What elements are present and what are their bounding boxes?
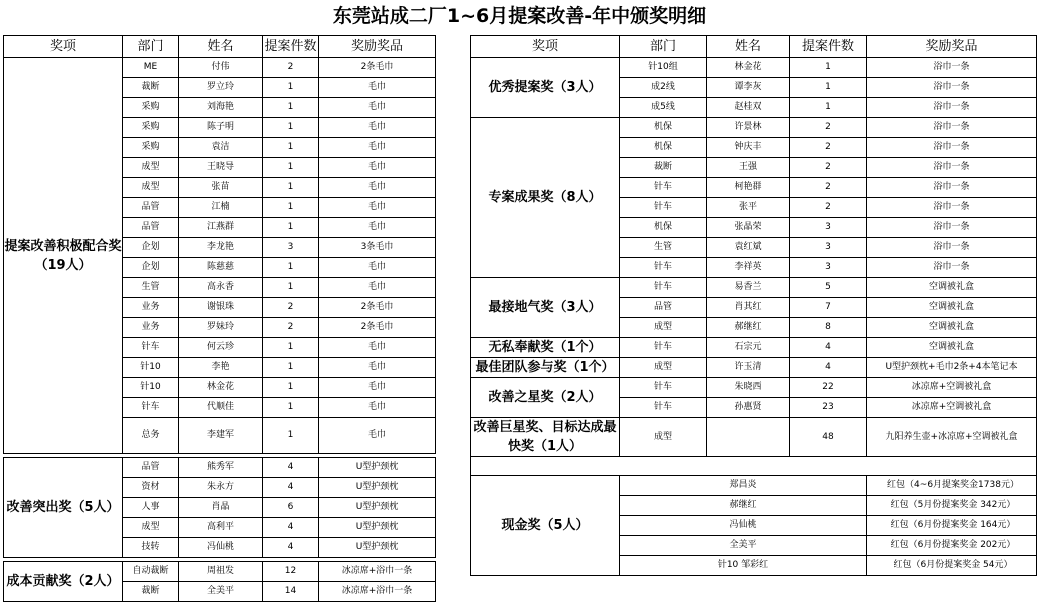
header-prize: 奖励奖品 (319, 36, 436, 58)
cell-count: 2 (790, 158, 867, 178)
cell-dept: 成2线 (620, 78, 707, 98)
cell-dept: 针车 (620, 338, 707, 358)
cell-count: 4 (790, 358, 867, 378)
cell-prize: 冰凉席+空调被礼盒 (867, 398, 1037, 418)
cell-name: 全美平 (179, 582, 263, 602)
award-label: 最佳团队参与奖（1个） (471, 358, 620, 378)
table-header-row (4, 36, 436, 58)
cell-count: 23 (790, 398, 867, 418)
cell-dept: 针车 (620, 178, 707, 198)
cell-prize: 浴巾一条 (867, 238, 1037, 258)
cell-prize: 红包（6月份提案奖金 54元） (867, 556, 1037, 576)
cell-name: 王晓导 (179, 158, 263, 178)
award-label: 优秀提案奖（3人） (471, 58, 620, 118)
cell-count: 1 (263, 158, 319, 178)
cell-dept: 机保 (620, 218, 707, 238)
cell-dept: 针车 (620, 258, 707, 278)
cell-count: 8 (790, 318, 867, 338)
cell-name: 石宗元 (707, 338, 790, 358)
cell-dept: 品管 (620, 298, 707, 318)
header-dept: 部门 (123, 36, 179, 58)
cell-prize: 浴巾一条 (867, 158, 1037, 178)
cell-prize: 浴巾一条 (867, 118, 1037, 138)
cell-prize: 空调被礼盒 (867, 318, 1037, 338)
cell-dept: 成型 (620, 318, 707, 338)
cell-count: 1 (263, 338, 319, 358)
award-label: 无私奉献奖（1个） (471, 338, 620, 358)
cell-count: 1 (263, 258, 319, 278)
cell-prize: 空调被礼盒 (867, 278, 1037, 298)
cell-dept: ME (123, 58, 179, 78)
cell-prize: 毛巾 (319, 398, 436, 418)
cell-dept: 裁断 (620, 158, 707, 178)
cell-count: 1 (790, 98, 867, 118)
cell-dept: 针车 (620, 398, 707, 418)
cell-prize: 2条毛巾 (319, 318, 436, 338)
cell-count: 5 (790, 278, 867, 298)
cell-dept: 采购 (123, 118, 179, 138)
cell-dept: 针车 (620, 198, 707, 218)
cell-count: 1 (263, 218, 319, 238)
header-count: 提案件数 (263, 36, 319, 58)
cell-prize: 毛巾 (319, 258, 436, 278)
cell-count: 3 (790, 258, 867, 278)
cell-dept: 品管 (123, 218, 179, 238)
cell-count: 1 (263, 378, 319, 398)
table-header-row (471, 36, 1037, 58)
blank-cell (471, 457, 1037, 476)
cell-count: 2 (263, 318, 319, 338)
cell-count: 2 (263, 58, 319, 78)
cell-count: 1 (263, 198, 319, 218)
cell-name: 陈子明 (179, 118, 263, 138)
header-name: 姓名 (179, 36, 263, 58)
cell-dept: 自动裁断 (123, 562, 179, 582)
cell-count: 4 (263, 538, 319, 558)
cell-name: 郑昌炎 (620, 476, 867, 496)
cell-count: 4 (790, 338, 867, 358)
cell-prize: 2条毛巾 (319, 58, 436, 78)
cell-name: 钟庆丰 (707, 138, 790, 158)
cell-name: 全美平 (620, 536, 867, 556)
table-row (471, 378, 1037, 398)
award-label: 成本贡献奖（2人） (4, 562, 123, 602)
cell-name: 冯仙桃 (179, 538, 263, 558)
cell-name: 谢银珠 (179, 298, 263, 318)
cell-prize: 浴巾一条 (867, 218, 1037, 238)
award-label: 专案成果奖（8人） (471, 118, 620, 278)
table-row (4, 562, 436, 582)
cell-name: 代顺佳 (179, 398, 263, 418)
table-row (4, 58, 436, 78)
table-row (471, 418, 1037, 457)
cell-dept: 企划 (123, 238, 179, 258)
cell-name: 李建军 (179, 418, 263, 454)
cell-dept: 机保 (620, 138, 707, 158)
right-award-table (470, 35, 1037, 576)
cell-name: 许玉清 (707, 358, 790, 378)
cell-count: 3 (790, 218, 867, 238)
table-row (471, 278, 1037, 298)
cell-prize: 浴巾一条 (867, 138, 1037, 158)
cell-name: 高利平 (179, 518, 263, 538)
cell-prize: 毛巾 (319, 278, 436, 298)
cell-count: 3 (263, 238, 319, 258)
cell-prize: 浴巾一条 (867, 78, 1037, 98)
cell-name: 张晶荣 (707, 218, 790, 238)
cell-prize: 毛巾 (319, 358, 436, 378)
cell-dept: 成型 (123, 178, 179, 198)
cell-prize: 浴巾一条 (867, 58, 1037, 78)
cell-count: 1 (263, 178, 319, 198)
header-dept: 部门 (620, 36, 707, 58)
cell-count: 2 (790, 198, 867, 218)
cell-name: 林金花 (179, 378, 263, 398)
award-label: 改善突出奖（5人） (4, 458, 123, 558)
cell-dept: 针车 (123, 398, 179, 418)
cell-dept: 资材 (123, 478, 179, 498)
cell-name: 肖其红 (707, 298, 790, 318)
cell-name: 孙惠贤 (707, 398, 790, 418)
cell-name: 李龙艳 (179, 238, 263, 258)
award-label: 提案改善积极配合奖（19人） (4, 58, 123, 454)
cell-dept: 裁断 (123, 78, 179, 98)
cell-name: 张平 (707, 198, 790, 218)
cell-name: 刘海艳 (179, 98, 263, 118)
cell-name: 罗立玲 (179, 78, 263, 98)
cell-count: 6 (263, 498, 319, 518)
cell-prize: 冰凉席+浴巾一条 (319, 582, 436, 602)
cell-name: 陈慈慈 (179, 258, 263, 278)
cell-count: 4 (263, 458, 319, 478)
cell-prize: 毛巾 (319, 78, 436, 98)
cell-prize: 毛巾 (319, 118, 436, 138)
cell-name: 林金花 (707, 58, 790, 78)
header-award: 奖项 (4, 36, 123, 58)
table-row (471, 358, 1037, 378)
left-award-table (3, 35, 436, 602)
cell-name: 高永香 (179, 278, 263, 298)
cell-count: 1 (790, 58, 867, 78)
cell-name: 周祖发 (179, 562, 263, 582)
page-title: 东莞站成二厂1~6月提案改善-年中颁奖明细 (332, 5, 707, 27)
award-label: 最接地气奖（3人） (471, 278, 620, 338)
header-award: 奖项 (471, 36, 620, 58)
cell-prize: 浴巾一条 (867, 98, 1037, 118)
cell-prize: 2条毛巾 (319, 298, 436, 318)
cell-count: 2 (790, 178, 867, 198)
cell-name: 罗妹玲 (179, 318, 263, 338)
cell-count: 1 (263, 98, 319, 118)
cell-count: 1 (263, 78, 319, 98)
cell-count: 22 (790, 378, 867, 398)
cell-dept: 生管 (123, 278, 179, 298)
cell-dept: 业务 (123, 318, 179, 338)
cell-prize: 毛巾 (319, 198, 436, 218)
table-row (4, 458, 436, 478)
cell-prize: 红包（5月份提案奖金 342元） (867, 496, 1037, 516)
cell-prize: 毛巾 (319, 138, 436, 158)
cell-prize: U型护颈枕+毛巾2条+4本笔记本 (867, 358, 1037, 378)
cell-dept: 业务 (123, 298, 179, 318)
cell-dept: 针10组 (620, 58, 707, 78)
cell-prize: U型护颈枕 (319, 498, 436, 518)
cell-count: 4 (263, 478, 319, 498)
cell-dept: 品管 (123, 458, 179, 478)
cell-count: 2 (790, 138, 867, 158)
cell-prize: U型护颈枕 (319, 478, 436, 498)
cell-name: 江楠 (179, 198, 263, 218)
cell-count: 1 (263, 138, 319, 158)
cell-name: 付伟 (179, 58, 263, 78)
cell-prize: 毛巾 (319, 378, 436, 398)
cell-dept: 生管 (620, 238, 707, 258)
cell-dept: 机保 (620, 118, 707, 138)
cell-count: 7 (790, 298, 867, 318)
cell-prize: 3条毛巾 (319, 238, 436, 258)
cell-prize: 毛巾 (319, 338, 436, 358)
cell-dept: 成5线 (620, 98, 707, 118)
cell-count: 1 (790, 78, 867, 98)
cell-prize: U型护颈枕 (319, 538, 436, 558)
cell-count: 1 (263, 278, 319, 298)
cell-count: 1 (263, 398, 319, 418)
cell-name: 江燕群 (179, 218, 263, 238)
cell-name: 张苗 (179, 178, 263, 198)
cell-name: 冯仙桃 (620, 516, 867, 536)
cell-count: 1 (263, 358, 319, 378)
blank-row (471, 457, 1037, 476)
cell-prize: 冰凉席+空调被礼盒 (867, 378, 1037, 398)
cell-dept: 总务 (123, 418, 179, 454)
cell-dept: 针车 (620, 378, 707, 398)
cell-prize: 红包（4~6月提案奖金1738元） (867, 476, 1037, 496)
cell-dept: 采购 (123, 138, 179, 158)
cell-prize: 毛巾 (319, 98, 436, 118)
award-label: 现金奖（5人） (471, 476, 620, 576)
cell-name: 李祥英 (707, 258, 790, 278)
cell-name: 易香兰 (707, 278, 790, 298)
header-name: 姓名 (707, 36, 790, 58)
cell-dept: 针车 (620, 278, 707, 298)
cell-dept: 成型 (123, 518, 179, 538)
cell-name: 袁红斌 (707, 238, 790, 258)
cell-prize: 毛巾 (319, 178, 436, 198)
cell-dept: 技转 (123, 538, 179, 558)
cell-count: 4 (263, 518, 319, 538)
cell-prize: 毛巾 (319, 418, 436, 454)
cell-prize: 毛巾 (319, 158, 436, 178)
cell-prize: 空调被礼盒 (867, 298, 1037, 318)
cell-count: 14 (263, 582, 319, 602)
cell-prize: 九阳养生壶+冰凉席+空调被礼盒 (867, 418, 1037, 457)
cell-name: 何云珍 (179, 338, 263, 358)
cell-prize: 空调被礼盒 (867, 338, 1037, 358)
table-row (471, 338, 1037, 358)
cell-dept: 成型 (123, 158, 179, 178)
cell-dept: 品管 (123, 198, 179, 218)
cell-name: 熊秀军 (179, 458, 263, 478)
cell-name: 谭李灰 (707, 78, 790, 98)
cell-name: 李艳 (179, 358, 263, 378)
cell-count: 1 (263, 418, 319, 454)
cell-name: 王强 (707, 158, 790, 178)
cell-dept: 采购 (123, 98, 179, 118)
cell-prize: 毛巾 (319, 218, 436, 238)
cell-count: 2 (790, 118, 867, 138)
cell-count: 2 (263, 298, 319, 318)
cell-count: 3 (790, 238, 867, 258)
cell-name: 赵桂双 (707, 98, 790, 118)
cell-dept: 针10 (123, 358, 179, 378)
award-label: 改善之星奖（2人） (471, 378, 620, 418)
cell-count: 48 (790, 418, 867, 457)
cell-prize: U型护颈枕 (319, 458, 436, 478)
cell-name (707, 418, 790, 457)
cell-dept: 成型 (620, 358, 707, 378)
cell-name: 朱晓西 (707, 378, 790, 398)
cell-name: 针10 邹彩红 (620, 556, 867, 576)
award-label: 改善巨星奖、目标达成最快奖（1人） (471, 418, 620, 457)
table-row (471, 476, 1037, 496)
cell-name: 朱永方 (179, 478, 263, 498)
cell-name: 郝继红 (707, 318, 790, 338)
cell-name: 许景林 (707, 118, 790, 138)
cell-dept: 人事 (123, 498, 179, 518)
cell-dept: 企划 (123, 258, 179, 278)
cell-dept: 针10 (123, 378, 179, 398)
cell-name: 柯艳群 (707, 178, 790, 198)
cell-prize: 浴巾一条 (867, 198, 1037, 218)
cell-name: 郝继红 (620, 496, 867, 516)
cell-name: 肖晶 (179, 498, 263, 518)
cell-prize: 冰凉席+浴巾一条 (319, 562, 436, 582)
cell-count: 12 (263, 562, 319, 582)
cell-prize: 红包（6月份提案奖金 202元） (867, 536, 1037, 556)
cell-count: 1 (263, 118, 319, 138)
cell-prize: 浴巾一条 (867, 258, 1037, 278)
table-row (471, 58, 1037, 78)
cell-name: 袁洁 (179, 138, 263, 158)
table-row (471, 118, 1037, 138)
header-count: 提案件数 (790, 36, 867, 58)
cell-prize: 红包（6月份提案奖金 164元） (867, 516, 1037, 536)
cell-dept: 针车 (123, 338, 179, 358)
cell-dept: 成型 (620, 418, 707, 457)
header-prize: 奖励奖品 (867, 36, 1037, 58)
cell-prize: U型护颈枕 (319, 518, 436, 538)
cell-dept: 裁断 (123, 582, 179, 602)
cell-prize: 浴巾一条 (867, 178, 1037, 198)
